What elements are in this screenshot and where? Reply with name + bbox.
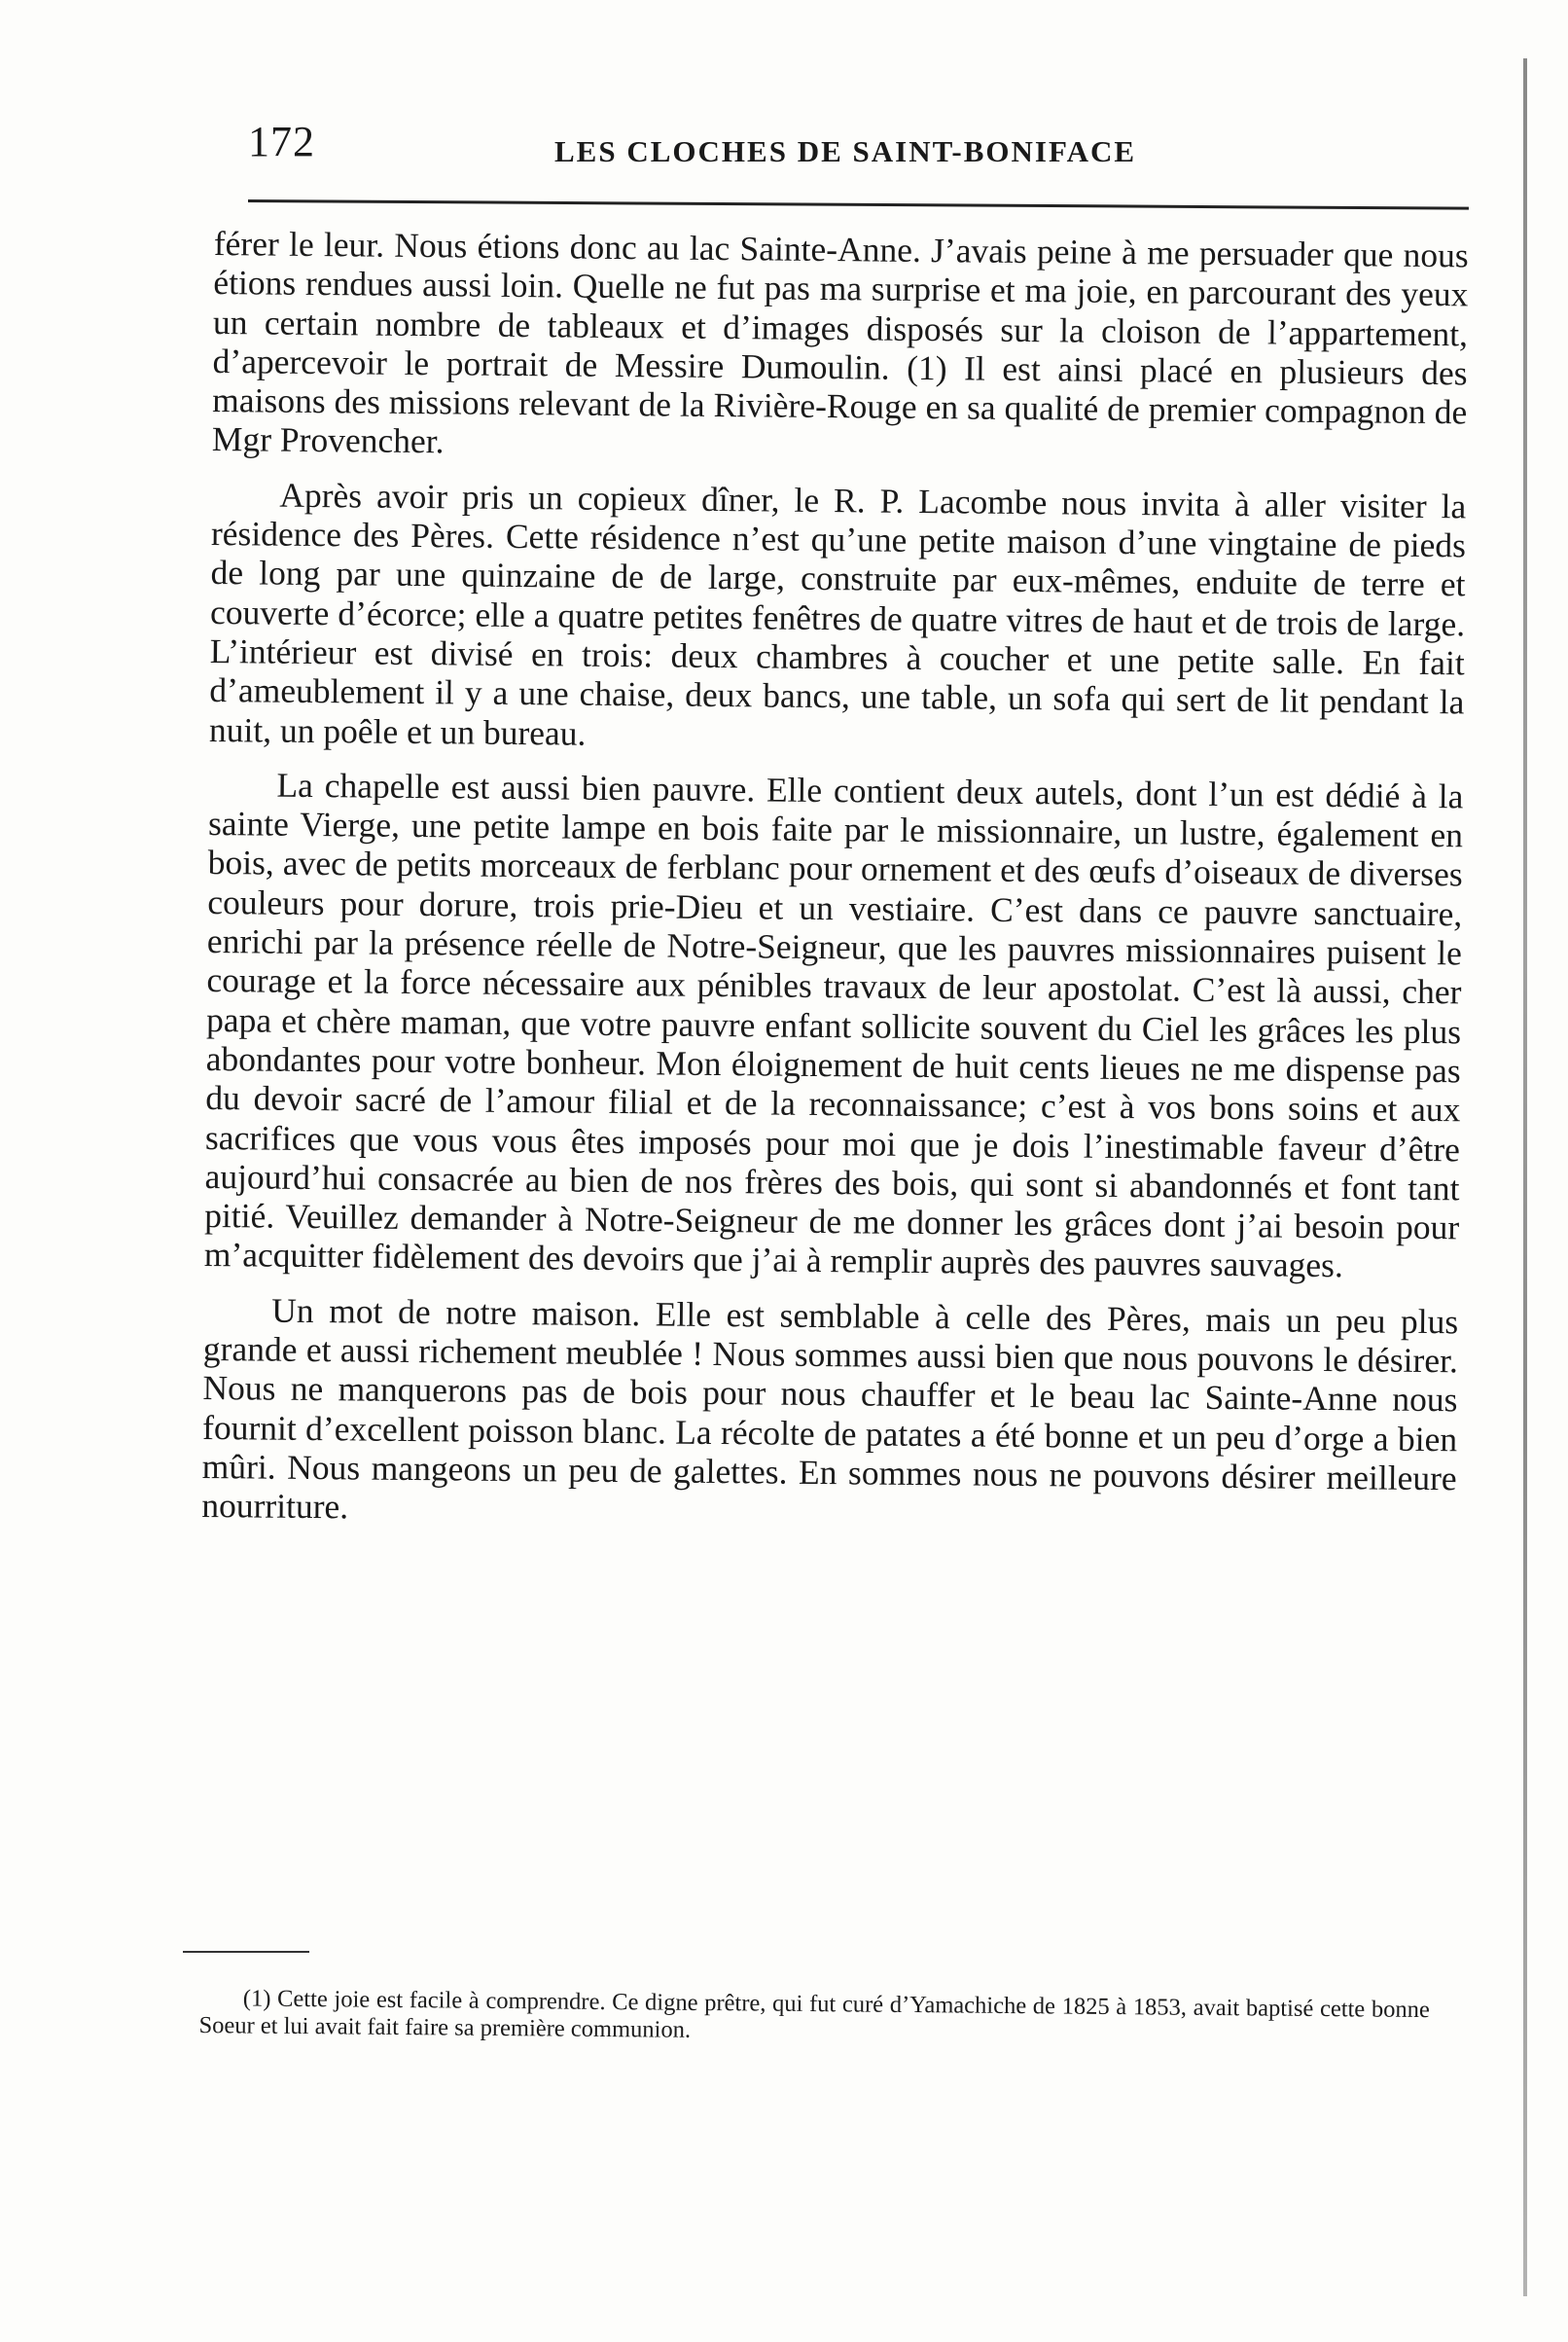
paragraph-2: Après avoir pris un copieux dîner, le R. P. Lacombe nous invita à aller visiter la résidence des Pères. Cette résidence n’est qu’une petite maison d’une vingtaine de pieds de long par une quinzaine de de large, construite par eux-mêmes, enduite de terre et couverte d’écorce; elle a quatre petites fenêtres de quatre vitres de haut et de trois de large. L’intérieur est divisé en trois: deux chambres à coucher et une petite salle. En fait d’ameublement il y a une chaise, deux bancs, une table, un sofa qui sert de lit pendant la nuit, un poêle et un bureau. <box>208 475 1467 753</box>
footnote-rule <box>183 1951 309 1953</box>
body-text <box>201 224 1469 1553</box>
paragraph-3: La chapelle est aussi bien pauvre. Elle contient deux autels, dont l’un est dédié à la sainte Vierge, une petite lampe en bois faite par le missionnaire, un lustre, également en bois, avec de petits morceaux de ferblanc pour ornement et des œufs d’oiseaux de diverses couleurs pour dorure, trois prie-Dieu et un vestiaire. C’est dans ce pauvre sanctuaire, enrichi par la présence réelle de Notre-Seigneur, que les pauvres missionnaires puisent le courage et la force nécessaire aux pénibles travaux de leur apostolat. C’est là aussi, cher papa et chère maman, que votre pauvre enfant sollicite souvent du Ciel les grâces les plus abondantes pour votre bonheur. Mon éloignement de huit cents lieues ne me dispense pas du devoir sacré de l’amour filial et de la reconnaissance; c’est à vos bons soins et aux sacrifices que vous vous êtes imposés pour moi que je dois l’inestimable faveur d’être aujourd’hui consacrée au bien de nos frères des bois, qui sont si abandonnés et font tant pitié. Veuillez demander à Notre-Seigneur de me donner les grâces dont j’ai besoin pour m’acquitter fidèlement des devoirs que j’ai à remplir auprès des pauvres sauvages. <box>203 765 1464 1285</box>
page-number: 172 <box>248 118 315 165</box>
page-header <box>248 117 1464 185</box>
paragraph-4: Un mot de notre maison. Elle est semblable à celle des Pères, mais un peu plus grande et aussi richement meublée ! Nous sommes aussi bien que nous pouvons le désirer. Nous ne manquerons pas de bois pour nous chauffer et le beau lac Sainte-Anne nous fournit d’excellent poisson blanc. La récolte de patates a été bonne et un peu d’orge a bien mûri. Nous mangeons un peu de galettes. En sommes nous ne pouvons désirer meilleure nourriture. <box>201 1290 1459 1527</box>
header-rule <box>248 199 1469 210</box>
footnote: (1) Cette joie est facile à comprendre. Ce digne prêtre, qui fut curé d’Yamachiche de 1825 à 1853, avait baptisé cette bonne Soeur et lui avait fait faire sa première communion. <box>198 1984 1430 2043</box>
running-title: LES CLOCHES DE SAINT-BONIFACE <box>554 134 1137 168</box>
paragraph-1: férer le leur. Nous étions donc au lac Sainte-Anne. J’avais peine à me persuader que nous étions rendues aussi loin. Quelle ne fut pas ma surprise et ma joie, en parcourant des yeux un certain nombre de tableaux et d’images disposés sur la cloison de l’appartement, d’apercevoir le portrait de Messire Dumoulin. (1) Il est ainsi placé en plusieurs des maisons des missions relevant de la Rivière-Rouge en sa qualité de premier compagnon de Mgr Provencher. <box>211 224 1469 461</box>
page-edge-shadow <box>1523 58 1527 2296</box>
